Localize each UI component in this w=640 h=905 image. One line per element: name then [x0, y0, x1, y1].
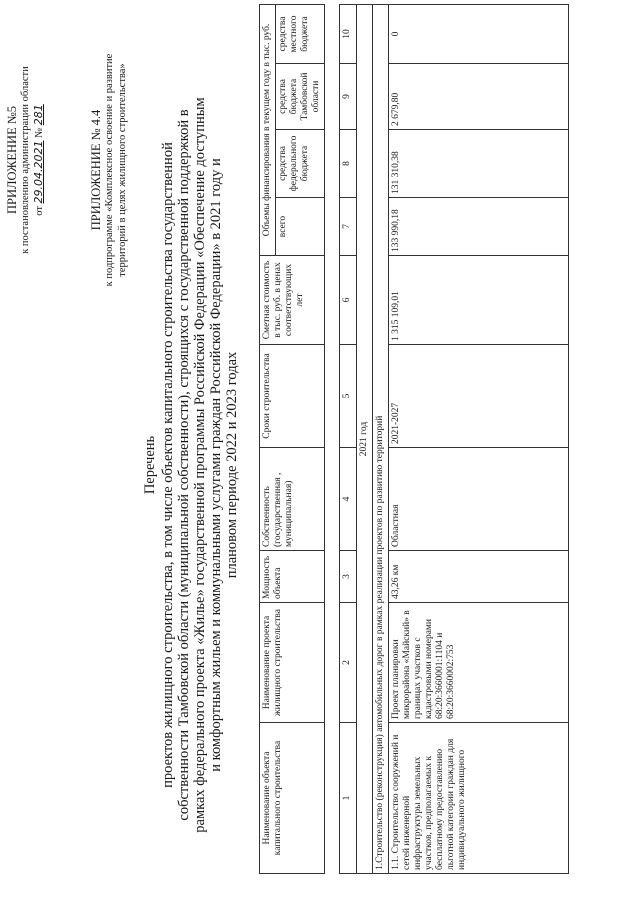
- col-number: 1: [340, 723, 357, 874]
- row-total: 133 990,18: [389, 198, 569, 256]
- row-capacity: 43,26 км: [389, 551, 569, 603]
- year-label: 2021 год: [357, 5, 373, 874]
- header-project: Наименование проекта жилищного строительства: [260, 603, 325, 723]
- year-row: [357, 5, 373, 874]
- number-label: №: [34, 127, 45, 138]
- table-gap: [325, 5, 340, 874]
- col-number: 4: [340, 448, 357, 551]
- appendix-5-block: [6, 10, 46, 310]
- col-number: 10: [340, 5, 357, 64]
- column-numbers-row: [340, 5, 357, 874]
- appendix-4-4-line1: к подпрограмме «Комплексное освоение и развитие: [104, 53, 115, 287]
- appendix-5-title: ПРИЛОЖЕНИЕ №5: [5, 105, 19, 215]
- header-total: всего: [276, 198, 325, 256]
- appendix-4-4-title: ПРИЛОЖЕНИЕ № 4.4: [89, 109, 103, 231]
- table-row: [389, 5, 569, 874]
- appendix-5-line: к постановлению администрации области: [20, 66, 31, 254]
- header-period: Сроки строительства: [260, 345, 325, 448]
- row-object: 1.1. Строительство сооружений и сетей инженерной инфраструктуры земельных участков, предполагаемых к бесплатному предоставлению льготной категории граждан для индивидуального жилищного: [389, 723, 569, 874]
- title-line5: плановом периоде 2022 и 2023 годах: [224, 351, 240, 579]
- header-funding: Объемы финансирования в текущем году в тыс. руб.: [260, 5, 276, 256]
- header-federal: средства федерального бюджета: [276, 130, 325, 198]
- col-number: 6: [340, 256, 357, 345]
- document-title: [142, 85, 240, 845]
- appendix-4-4-block: [90, 10, 129, 330]
- row-local: 0: [389, 5, 569, 64]
- row-project: Проект планировки микрорайона «Майский» в границах участков с кадастровыми номерами 68:20:3660001:1104 и 68:20:3660002:753: [389, 603, 569, 723]
- title-line1: проектов жилищного строительства, в том числе объектов капитального строительства государственной: [160, 142, 176, 788]
- col-number: 7: [340, 198, 357, 256]
- col-number: 2: [340, 603, 357, 723]
- header-object: Наименование объекта капитального строительства: [260, 723, 325, 874]
- row-ownership: Областная: [389, 448, 569, 551]
- appendix-5-date-line: [32, 10, 46, 310]
- title-heading: Перечень: [142, 435, 158, 495]
- title-line4: и комфортным жильем и коммунальными услугами граждан Российской Федерации» в 2021 году и: [208, 158, 224, 772]
- appendix-5-date: 29.04.2021: [32, 140, 45, 204]
- appendix-4-4-line2: территорий в целях жилищного строительства»: [117, 63, 128, 277]
- col-number: 9: [340, 64, 357, 130]
- col-number: 3: [340, 551, 357, 603]
- header-cost: Сметная стоимость в тыс. руб. в ценах соответствующих лет: [260, 256, 325, 345]
- row-regional: 2 679,80: [389, 64, 569, 130]
- appendix-5-number: 281: [32, 104, 45, 126]
- header-local: средства местного бюджета: [276, 5, 325, 64]
- title-line3: рамках федерального проекта «Жилье» государственной программы Российской Федерации «Обеспечение доступным: [192, 97, 208, 833]
- header-regional: средства бюджета Тамбовской области: [276, 64, 325, 130]
- header-ownership: Собственность (государственная , муниципальная): [260, 448, 325, 551]
- projects-table: [259, 4, 569, 874]
- title-line2: собственности Тамбовской области (муниципальной собственности), строящихся с государственной поддержкой в: [176, 109, 192, 821]
- row-cost: 1 315 109,01: [389, 256, 569, 345]
- row-period: 2021-2027: [389, 345, 569, 448]
- row-federal: 131 310,38: [389, 130, 569, 198]
- col-number: 5: [340, 345, 357, 448]
- section-row: [373, 5, 389, 874]
- section-label: 1.Строительство (реконструкция) автомобильных дорог в рамках реализации проектов по развитию территорий: [373, 5, 389, 874]
- header-row-1: [260, 5, 276, 874]
- from-label: от: [34, 206, 45, 216]
- header-capacity: Мощность объекта: [260, 551, 325, 603]
- col-number: 8: [340, 130, 357, 198]
